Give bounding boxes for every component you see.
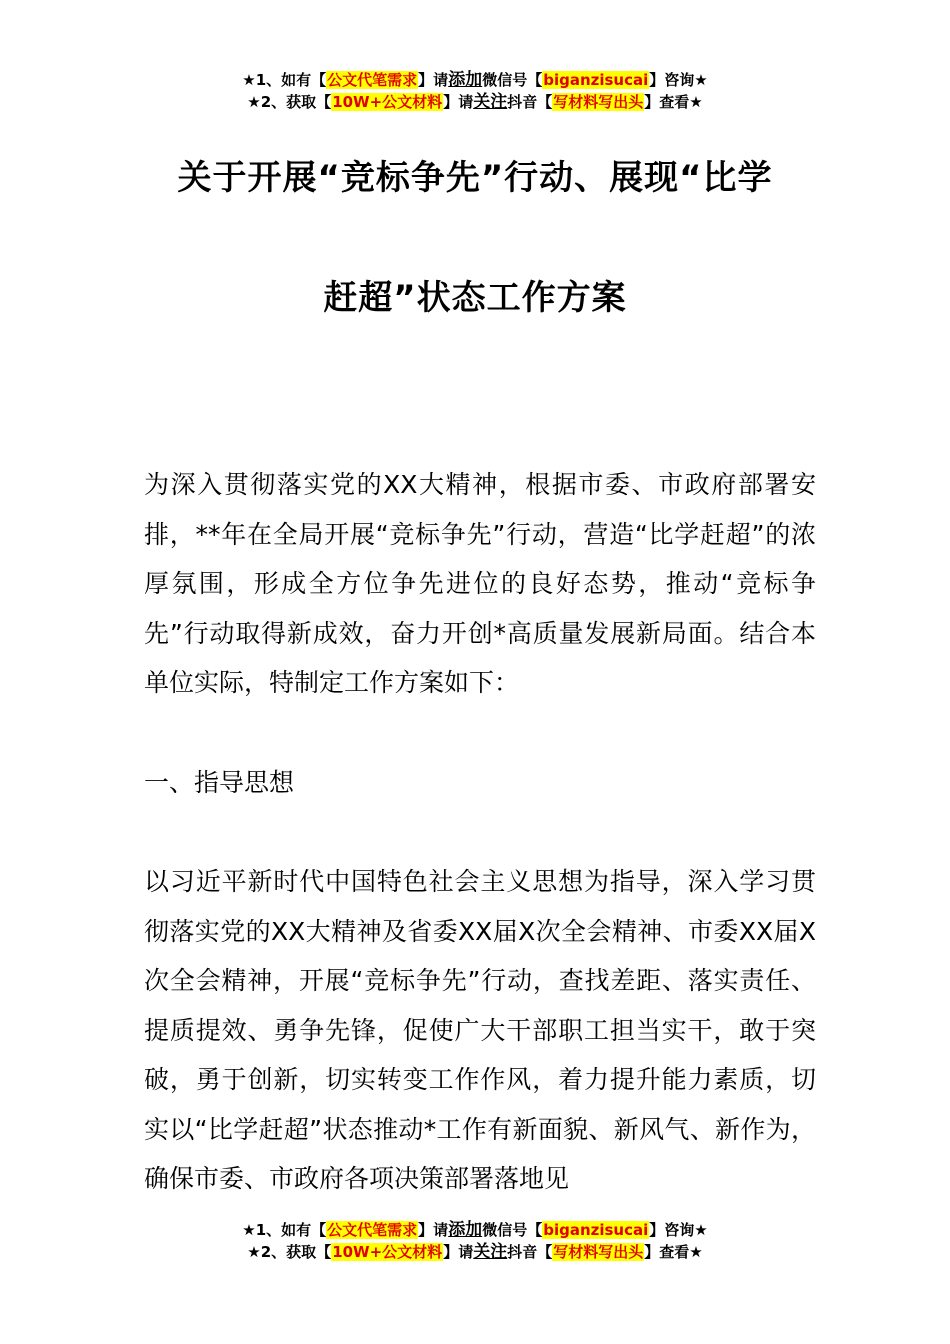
promo-highlight: 写材料写出头 [553,1243,644,1261]
section-body-paragraph: 以习近平新时代中国特色社会主义思想为指导，深入学习贯彻落实党的XX大精神及省委XX届X次全会精神、市委XX届X次全会精神，开展“竞标争先”行动，查找差距、落实责任、提质提效、勇争先锋，促使广大干部职工担当实干，敢于突破，勇于创新，切实转变工作作风，着力提升能力素质，切实以“比学赶超”状态推动*工作有新面貌、新风气、新作为，确保市委、市政府各项决策部署落地见 [144,867,816,1193]
promo-highlight: 公文代笔需求 [327,71,418,89]
promo-underline: 关注 [473,1242,508,1262]
intro-paragraph: 为深入贯彻落实党的XX大精神，根据市委、市政府部署安排，**年在全局开展“竞标争先”行动，营造“比学赶超”的浓厚氛围，形成全方位争先进位的良好态势，推动“竞标争先”行动取得新成效，奋力开创*高质量发展新局面。结合本单位实际，特制定工作方案如下： [144,470,816,697]
document-title-line-2: 赶超”状态工作方案 [323,278,627,318]
promo-line-1 [0,1219,950,1241]
promo-text: 微信号【 [482,71,543,89]
promo-text: 抖音【 [507,1243,553,1261]
promo-text: ★1、如有【 [242,1221,327,1239]
promo-text: 】咨询★ [649,1221,708,1239]
promo-text: 】请 [443,1243,474,1261]
promo-highlight: 10W+公文材料 [332,1243,443,1261]
promo-highlight: biganzisucai [543,1221,649,1239]
promo-text: ★1、如有【 [242,71,327,89]
promo-text: 】咨询★ [649,71,708,89]
promo-line-2 [0,1241,950,1263]
promo-text: 】查看★ [644,1243,703,1261]
promo-text: ★2、获取【 [247,1243,332,1261]
promo-underline: 添加 [448,1220,483,1240]
promo-underline: 关注 [473,92,508,112]
document-title-line-1: 关于开展“竞标争先”行动、展现“比学 [177,158,773,198]
promo-underline: 添加 [448,70,483,90]
top-promo-banner [0,69,950,113]
promo-line-2 [0,91,950,113]
promo-text: 】请 [418,71,449,89]
promo-highlight: 写材料写出头 [553,93,644,111]
promo-line-1 [0,69,950,91]
promo-text: 】请 [443,93,474,111]
promo-text: 】查看★ [644,93,703,111]
promo-highlight: 公文代笔需求 [327,1221,418,1239]
promo-text: 抖音【 [507,93,553,111]
section-heading: 一、指导思想 [144,768,295,797]
promo-highlight: 10W+公文材料 [332,93,443,111]
promo-text: 】请 [418,1221,449,1239]
promo-text: 微信号【 [482,1221,543,1239]
promo-highlight: biganzisucai [543,71,649,89]
bottom-promo-banner [0,1219,950,1263]
promo-text: ★2、获取【 [247,93,332,111]
